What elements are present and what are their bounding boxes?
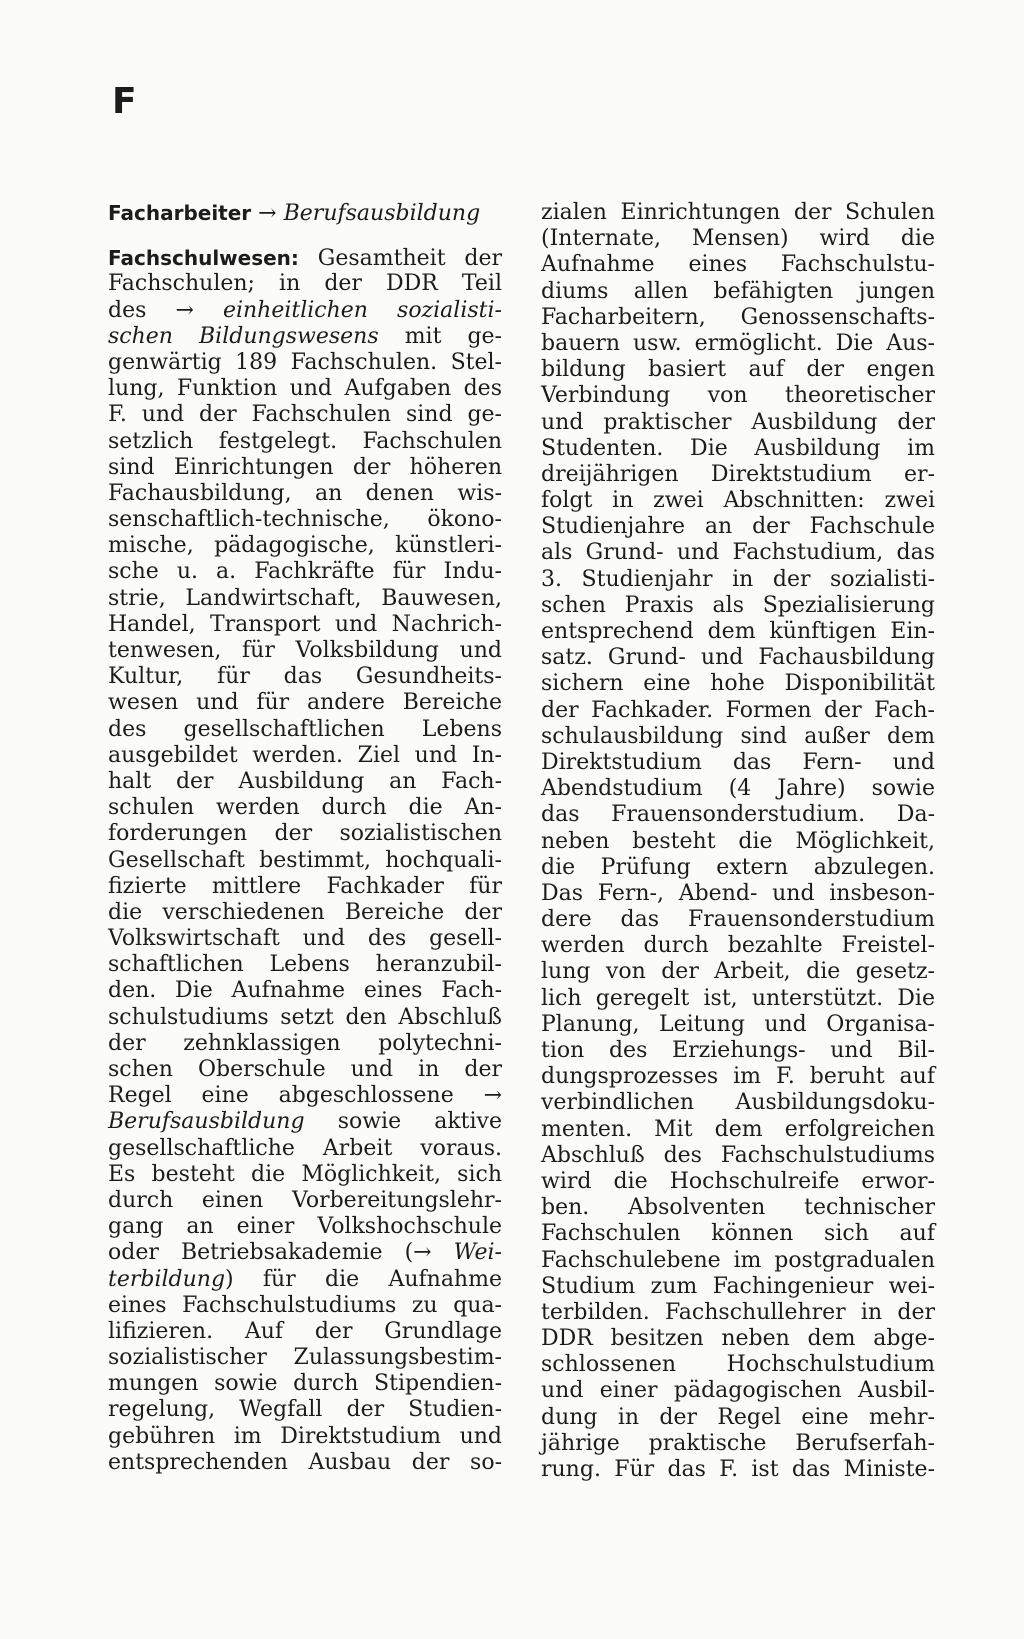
text-line: fizierte mittlere Fachkader für xyxy=(108,873,502,899)
text-line: Fachschulen; in der DDR Teil xyxy=(108,271,502,297)
text-line: eines Fachschulstudiums zu qua- xyxy=(108,1292,502,1318)
arrow-icon: → xyxy=(483,1083,502,1109)
text-line: schulstudiums setzt den Abschluß xyxy=(108,1004,502,1030)
text-line: Studenten. Die Ausbildung im xyxy=(541,435,935,461)
arrow-icon: → xyxy=(258,201,277,226)
text-line: bildung basiert auf der engen xyxy=(541,357,935,383)
text-line: Kultur, für das Gesundheits- xyxy=(108,664,502,690)
text-line: setzlich festgelegt. Fachschulen xyxy=(108,428,502,454)
text-line: menten. Mit dem erfolgreichen xyxy=(541,1116,935,1142)
text-line: den. Die Aufnahme eines Fach- xyxy=(108,978,502,1004)
text-line: terbildung) für die Aufnahme xyxy=(108,1266,502,1292)
text-line: schen Oberschule und in der xyxy=(108,1057,502,1082)
cross-reference-link[interactable]: Berufsausbildung xyxy=(108,1109,305,1135)
text-line: zialen Einrichtungen der Schulen xyxy=(541,200,935,225)
text-line: sind Einrichtungen der höheren xyxy=(108,454,502,480)
text-line: wird die Hochschulreife erwor- xyxy=(541,1168,935,1194)
text-line: Aufnahme eines Fachschulstu- xyxy=(541,252,935,278)
text-line: genwärtig 189 Fachschulen. Stel- xyxy=(108,349,502,375)
text-line: dreijährigen Direktstudium er- xyxy=(541,461,935,487)
cross-reference-link[interactable]: schen Bildungswesens xyxy=(108,323,379,349)
text-line: mungen sowie durch Stipendien- xyxy=(108,1371,502,1397)
text-line: DDR besitzen neben dem abge- xyxy=(541,1326,935,1352)
text-line: rung. Für das F. ist das Ministe- xyxy=(541,1457,935,1482)
text-line: Fachschulen können sich auf xyxy=(541,1221,935,1247)
text-line: sozialistischer Zulassungsbestim- xyxy=(108,1345,502,1371)
arrow-icon: → xyxy=(413,1240,432,1266)
text-line: Fachausbildung, an denen wis- xyxy=(108,480,502,506)
text-line: folgt in zwei Abschnitten: zwei xyxy=(541,488,935,514)
text-line: Regel eine abgeschlossene → xyxy=(108,1083,502,1109)
text-line: Abendstudium (4 Jahre) sowie xyxy=(541,776,935,802)
cross-reference-link[interactable]: Berufsausbildung xyxy=(283,201,481,226)
text-line: Handel, Transport und Nachrich- xyxy=(108,611,502,637)
text-line: dungsprozesses im F. beruht auf xyxy=(541,1064,935,1090)
right-column xyxy=(541,200,935,1483)
text-line: Berufsausbildung sowie aktive xyxy=(108,1109,503,1135)
text-line: neben besteht die Möglichkeit, xyxy=(541,828,935,854)
text-line: strie, Landwirtschaft, Bauwesen, xyxy=(108,585,502,611)
text-line: senschaftlich-technische, ökono- xyxy=(108,507,502,533)
text-line: des → einheitlichen sozialisti- xyxy=(108,297,502,323)
text-line: werden durch bezahlte Freistel- xyxy=(541,933,935,959)
headword-facharbeiter: Facharbeiter xyxy=(108,201,252,225)
text-line: des gesellschaftlichen Lebens xyxy=(108,716,502,742)
text-line: schulausbildung sind außer dem xyxy=(541,723,935,749)
arrow-icon: → xyxy=(175,297,194,323)
text-line: tenwesen, für Volksbildung und xyxy=(108,638,502,663)
text-line: sche u. a. Fachkräfte für Indu- xyxy=(108,559,502,585)
text-line: Studienjahre an der Fachschule xyxy=(541,514,935,540)
text-line: entsprechenden Ausbau der so- xyxy=(108,1449,502,1475)
text-line: Verbindung von theoretischer xyxy=(541,383,935,409)
text-line: ausgebildet werden. Ziel und In- xyxy=(108,742,502,768)
text-line: und einer pädagogischen Ausbil- xyxy=(541,1378,935,1404)
cross-reference-link[interactable]: Wei- xyxy=(453,1240,502,1266)
text-line: als Grund- und Fachstudium, das xyxy=(541,540,935,566)
text-line: lich geregelt ist, unterstützt. Die xyxy=(541,985,935,1011)
text-line: entsprechend dem künftigen Ein- xyxy=(541,619,935,644)
text-line: wesen und für andere Bereiche xyxy=(108,690,502,716)
text-line: Fachschulebene im postgradualen xyxy=(541,1247,935,1273)
text-line: Abschluß des Fachschulstudiums xyxy=(541,1142,935,1168)
text-line: Gesellschaft bestimmt, hochquali- xyxy=(108,847,502,873)
text-line: durch einen Vorbereitungslehr- xyxy=(108,1187,502,1213)
headword-fachschulwesen: Fachschulwesen: xyxy=(108,246,299,271)
text-line: ben. Absolventen technischer xyxy=(541,1195,935,1221)
text-line: Planung, Leitung und Organisa- xyxy=(541,1011,935,1037)
text-line: forderungen der sozialistischen xyxy=(108,821,502,847)
text-line: Direktstudium das Fern- und xyxy=(541,749,935,775)
text-line: jährige praktische Berufserfah- xyxy=(541,1430,935,1456)
text-line: schulen werden durch die An- xyxy=(108,795,502,821)
text-line: Studium zum Fachingenieur wei- xyxy=(541,1273,935,1299)
text-line: schen Praxis als Spezialisierung xyxy=(541,592,935,618)
text-line: Volkswirtschaft und des gesell- xyxy=(108,926,502,952)
text-line: diums allen befähigten jungen xyxy=(541,278,935,304)
text-line: oder Betriebsakademie (→ Wei- xyxy=(108,1240,502,1266)
text-line: gesellschaftliche Arbeit voraus. xyxy=(108,1135,502,1161)
entry-facharbeiter xyxy=(108,200,502,226)
text-line: verbindlichen Ausbildungsdoku- xyxy=(541,1090,935,1116)
cross-reference-link[interactable]: terbildung xyxy=(108,1266,226,1292)
text-line: das Frauensonderstudium. Da- xyxy=(541,802,935,828)
text-line: satz. Grund- und Fachausbildung xyxy=(541,645,935,671)
text-line: lifizieren. Auf der Grundlage xyxy=(108,1318,502,1344)
text-line: schaftlichen Lebens heranzubil- xyxy=(108,952,502,978)
text-line: Das Fern-, Abend- und insbeson- xyxy=(541,880,935,906)
text-line: Facharbeitern, Genossenschafts- xyxy=(541,304,935,330)
text-line: lung von der Arbeit, die gesetz- xyxy=(541,959,935,985)
text-line: schlossenen Hochschulstudium xyxy=(541,1352,935,1378)
text-line: regelung, Wegfall der Studien- xyxy=(108,1397,502,1423)
text-line: der zehnklassigen polytechni- xyxy=(108,1030,502,1056)
text-line: halt der Ausbildung an Fach- xyxy=(108,768,502,794)
text-line: Fachschulwesen: Gesamtheit der xyxy=(108,246,502,272)
text-line: F. und der Fachschulen sind ge- xyxy=(108,402,502,428)
text-line: mische, pädagogische, künstleri- xyxy=(108,533,502,559)
text-line: lung, Funktion und Aufgaben des xyxy=(108,376,502,402)
text-line: sichern eine hohe Disponibilität xyxy=(541,671,935,697)
text-line: Es besteht die Möglichkeit, sich xyxy=(108,1161,502,1187)
text-line: terbilden. Fachschullehrer in der xyxy=(541,1299,935,1325)
cross-reference-link[interactable]: einheitlichen sozialisti- xyxy=(222,297,502,323)
text-line: gebühren im Direktstudium und xyxy=(108,1423,502,1449)
text-line: schen Bildungswesens mit ge- xyxy=(108,323,502,349)
text-line: dere das Frauensonderstudium xyxy=(541,907,935,933)
text-line: die Prüfung extern abzulegen. xyxy=(541,854,935,880)
text-line: der Fachkader. Formen der Fach- xyxy=(541,697,935,723)
text-line: gang an einer Volkshochschule xyxy=(108,1214,502,1240)
text-line: dung in der Regel eine mehr- xyxy=(541,1404,935,1430)
text-line: die verschiedenen Bereiche der xyxy=(108,899,502,925)
text-line: tion des Erziehungs- und Bil- xyxy=(541,1038,935,1063)
text-line: und praktischer Ausbildung der xyxy=(541,409,935,435)
left-column xyxy=(108,200,502,1476)
text-line: 3. Studienjahr in der sozialisti- xyxy=(541,566,935,592)
text-line: bauern usw. ermöglicht. Die Aus- xyxy=(541,330,935,356)
section-letter: F xyxy=(112,81,137,122)
text-line: (Internate, Mensen) wird die xyxy=(541,226,935,252)
